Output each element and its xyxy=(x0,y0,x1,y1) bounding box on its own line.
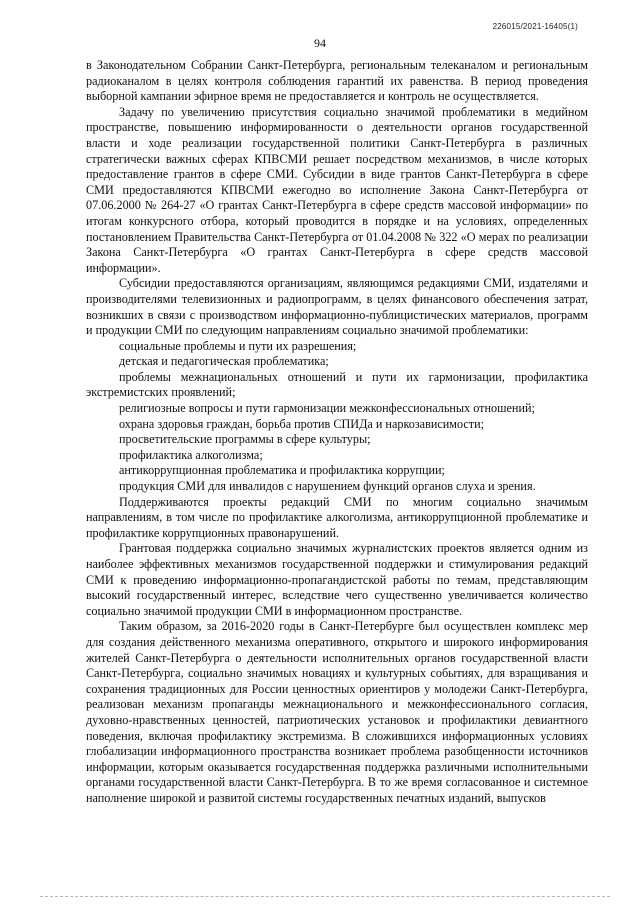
page-number: 94 xyxy=(314,36,326,50)
list-item: профилактика алкоголизма; xyxy=(119,447,263,462)
list-item: социальные проблемы и пути их разрешения; xyxy=(119,338,357,353)
scan-edge-divider xyxy=(40,896,610,897)
list-item: детская и педагогическая проблематика; xyxy=(119,354,329,369)
paragraph: Таким образом, за 2016-2020 годы в Санкт-Петербурге был осуществлен комплекс мер для создания действенного механизма оперативного, открытого и широкого информирования жителей Санкт-Петербурга о деятельности исполнительных органов государственной власти Санкт-Петербурга, социально значимых новациях и культурных событиях, для взращивания и сохранения традиционных для России ценностных ориентиров у молодежи Санкт-Петербурга, реализован механизм пропаганды межнационального и межконфессионального согласия, духовно-нравственных ценностей, патриотических установок и профилактики девиантного поведения, включая профилактику экстремизма. В сложившихся информационных условиях глобализации информационного пространства возникает проблема разобщенности источников информации, которым оказывается государственная поддержка различными исполнительными органами государственной власти Санкт-Петербурга. В то же время согласованное и системное наполнение широкой и развитой системы государственных печатных изданий, выпусков xyxy=(86,619,588,805)
list-item: проблемы межнациональных отношений и пути их гармонизации, профилактика экстремистских проявлений; xyxy=(86,369,588,400)
document-id: 226015/2021-16405(1) xyxy=(492,22,578,31)
document-body xyxy=(86,58,588,807)
paragraph: Поддерживаются проекты редакций СМИ по многим социально значимым направлениям, в том числе по профилактике алкоголизма, антикоррупционной проблематике и профилактике коррупционных правонарушений. xyxy=(86,494,588,540)
list-item: религиозные вопросы и пути гармонизации межконфессиональных отношений; xyxy=(119,401,535,416)
paragraph: Грантовая поддержка социально значимых журналистских проектов является одним из наиболее эффективных механизмов государственной поддержки и стимулирования редакций СМИ к проведению информационно-пропагандистской работы по темам, представляющим высокий государственный интерес, вследствие чего существенно увеличивается количество социально значимой продукции СМИ в информационном пространстве. xyxy=(86,541,588,618)
paragraph: Субсидии предоставляются организациям, являющимся редакциями СМИ, издателями и производителями телевизионных и радиопрограмм, в целях финансового обеспечения затрат, возникших в связи с производством информационно-публицистических материалов, программ и продукции СМИ по следующим направлениям социально значимой проблематики: xyxy=(86,276,588,338)
paragraph: в Законодательном Собрании Санкт-Петербурга, региональным телеканалом и региональным радиоканалом в целях контроля соблюдения гарантий их равенства. В период проведения выборной кампании эфирное время не предоставляется и контроль не осуществляется. xyxy=(86,58,588,104)
list-item: продукция СМИ для инвалидов с нарушением функций органов слуха и зрения. xyxy=(119,479,536,494)
list-item: просветительские программы в сфере культуры; xyxy=(119,432,371,447)
list-item: антикоррупционная проблематика и профилактика коррупции; xyxy=(119,463,445,478)
list-item: охрана здоровья граждан, борьба против СПИДа и наркозависимости; xyxy=(119,416,485,431)
paragraph: Задачу по увеличению присутствия социально значимой проблематики в медийном пространстве, повышению информированности о деятельности органов государственной власти и ходе реализации государственной политики Санкт-Петербурга в различных стратегически важных сферах КПВСМИ решает посредством механизмов, в числе которых предоставление грантов в сфере СМИ. Субсидии в виде грантов Санкт-Петербурга в сфере СМИ предоставляются КПВСМИ ежегодно во исполнение Закона Санкт-Петербурга от 07.06.2000 № 264-27 «О грантах Санкт-Петербурга в сфере средств массовой информации» по итогам конкурсного отбора, который проводится в порядке и на условиях, определенных постановлением Правительства Санкт-Петербурга от 01.04.2008 № 322 «О мерах по реализации Закона Санкт-Петербурга «О грантах Санкт-Петербурга в сфере средств массовой информации». xyxy=(86,104,588,275)
